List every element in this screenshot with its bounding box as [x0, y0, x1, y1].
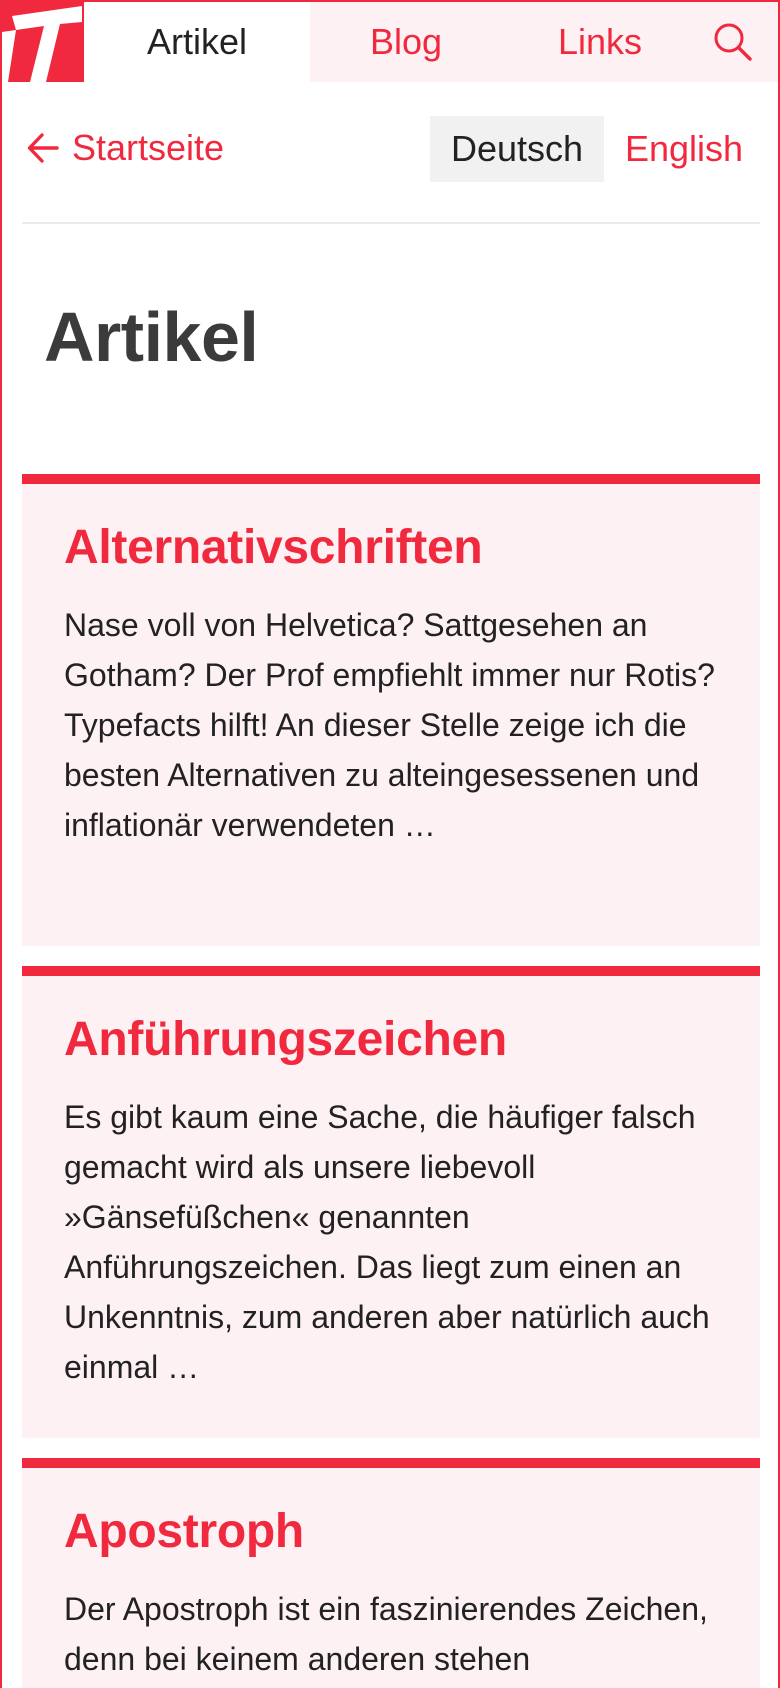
article-card[interactable]: [22, 1458, 760, 1688]
search-button[interactable]: [710, 20, 754, 64]
article-card[interactable]: [22, 966, 760, 1438]
article-excerpt: Es gibt kaum eine Sache, die häufiger falsch gemacht wird als unsere liebevoll »Gänsefüßchen« genannten Anführungszeichen. Das liegt zum einen an Unkenntnis, zum anderen aber natürlich auch einmal …: [64, 1099, 710, 1385]
language-deutsch[interactable]: Deutsch: [430, 116, 604, 182]
typefacts-logo-icon[interactable]: [2, 2, 84, 82]
tab-links[interactable]: Links: [557, 21, 643, 62]
article-title[interactable]: Apostroph: [64, 1505, 304, 1558]
article-card[interactable]: [22, 474, 760, 946]
article-title[interactable]: Anführungszeichen: [64, 1013, 507, 1066]
sub-navigation: [22, 114, 760, 224]
tab-blog[interactable]: Blog: [369, 21, 443, 62]
article-excerpt: Nase voll von Helvetica? Sattgesehen an Gotham? Der Prof empfiehlt immer nur Rotis? Typefacts hilft! An dieser Stelle zeige ich die besten Alternativen zu alteingesessenen und inflationär verwendeten …: [64, 607, 715, 843]
article-excerpt: Der Apostroph ist ein faszinierendes Zeichen, denn bei keinem anderen stehen: [64, 1591, 708, 1677]
page-title: Artikel: [44, 298, 259, 376]
arrow-left-icon: [26, 131, 60, 165]
tab-artikel[interactable]: Artikel: [84, 2, 310, 82]
article-title[interactable]: Alternativschriften: [64, 521, 483, 574]
back-link-label: Startseite: [72, 127, 225, 168]
top-navigation: [2, 2, 778, 82]
back-to-home-link[interactable]: [26, 126, 224, 170]
search-icon: [710, 20, 754, 64]
language-english[interactable]: English: [624, 128, 744, 169]
